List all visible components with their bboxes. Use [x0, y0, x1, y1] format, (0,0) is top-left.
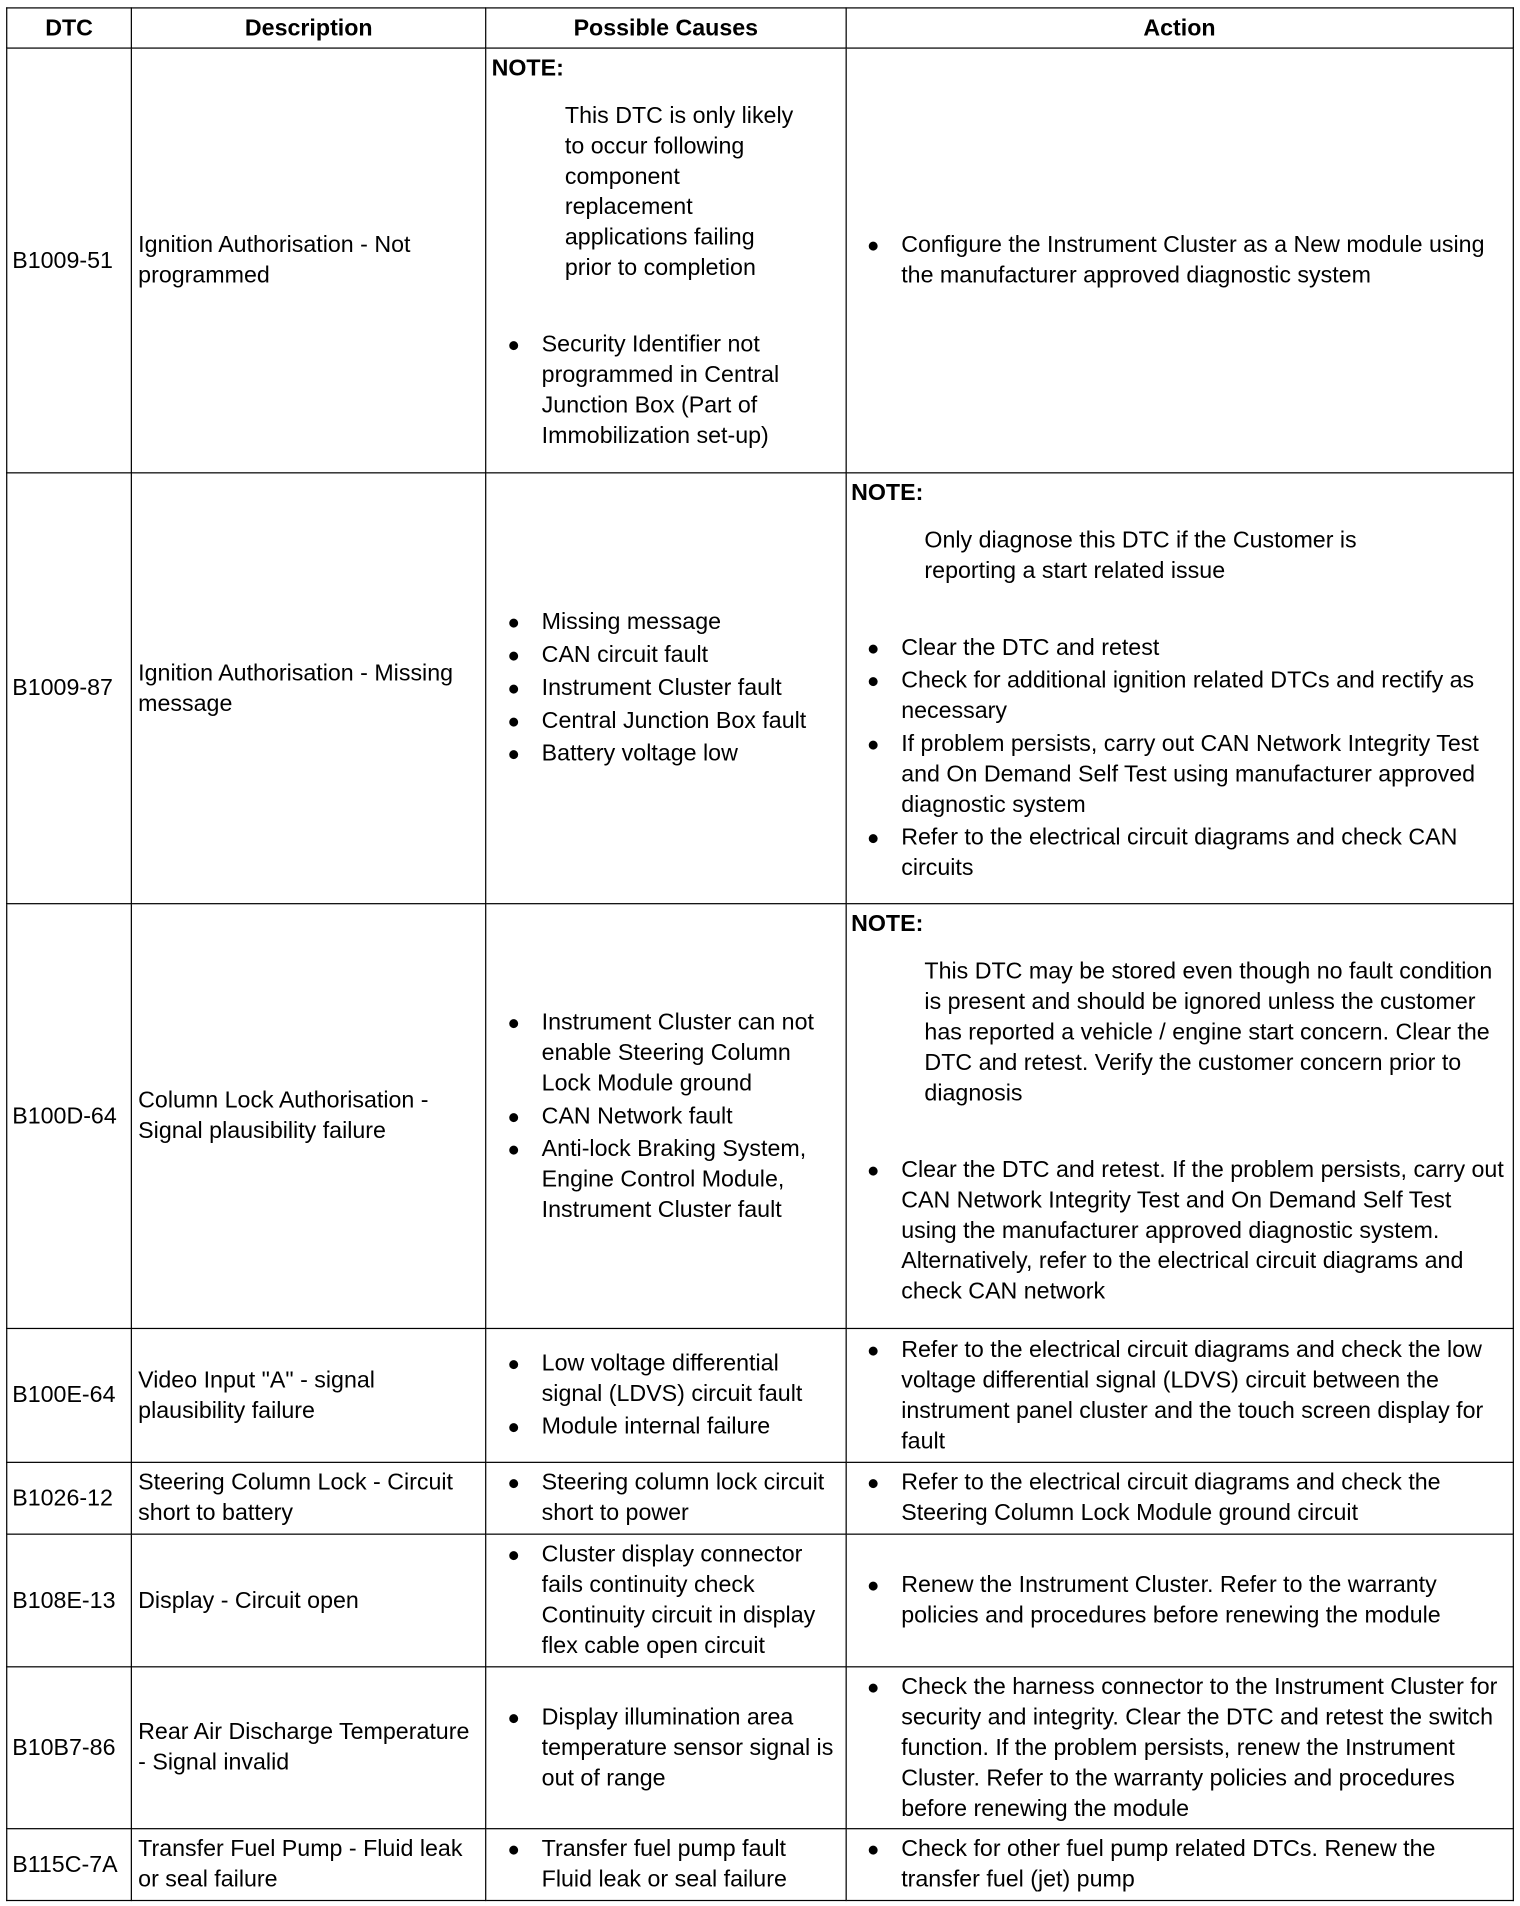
actions-list: [851, 1468, 1509, 1529]
list-item: ● Check the harness connector to the Instrument Cluster for security and integrity. Clear the DTC and retest the switch function. If the problem persists, renew the Instrument Cluster. Refer to the warranty policies and procedures before renewing the module: [851, 1672, 1509, 1824]
dtc-description: Ignition Authorisation - Not programmed: [131, 48, 486, 473]
dtc-description: Rear Air Discharge Temperature - Signal invalid: [131, 1667, 486, 1829]
causes-list: [492, 1007, 842, 1225]
list-item: ● Module internal failure: [492, 1412, 842, 1442]
cause-continuation: Fluid leak or seal failure: [541, 1867, 787, 1893]
actions-list: [851, 1834, 1509, 1895]
table-row: [7, 1667, 1514, 1829]
list-item: ● Battery voltage low: [492, 738, 842, 771]
dtc-description: Ignition Authorisation - Missing message: [131, 473, 486, 904]
dtc-code: B1009-87: [7, 473, 132, 904]
dtc-code: B115C-7A: [7, 1829, 132, 1901]
causes-list: [492, 606, 842, 770]
dtc-table: [6, 7, 1514, 1901]
actions-list: [851, 1672, 1509, 1824]
actions-list: [851, 1335, 1509, 1457]
action-cell: [846, 1328, 1514, 1462]
table-row: [7, 1829, 1514, 1901]
table-row: [7, 48, 1514, 473]
actions-list: [851, 230, 1509, 291]
action-cell: [846, 1829, 1514, 1901]
list-item: ● Cluster display connector fails continuity check: [492, 1540, 842, 1601]
dtc-description: Steering Column Lock - Circuit short to battery: [131, 1462, 486, 1534]
dtc-code: B108E-13: [7, 1534, 132, 1667]
list-item: ● Low voltage differential signal (LDVS) circuit fault: [492, 1349, 842, 1410]
list-item: ● Central Junction Box fault: [492, 705, 842, 738]
list-item: ● Refer to the electrical circuit diagrams and check the Steering Column Lock Module ground circuit: [851, 1468, 1509, 1529]
table-row: [7, 1328, 1514, 1462]
dtc-code: B100E-64: [7, 1328, 132, 1462]
list-item: ● Instrument Cluster can not enable Steering Column Lock Module ground: [492, 1007, 842, 1098]
possible-causes: [486, 1667, 846, 1829]
dtc-description: Column Lock Authorisation - Signal plausibility failure: [131, 904, 486, 1329]
action-cell: [846, 473, 1514, 904]
cause-continuation: Continuity circuit in display flex cable open circuit: [541, 1602, 816, 1659]
action-cell: [846, 1534, 1514, 1667]
causes-list: [492, 1468, 842, 1529]
action-cell: [846, 1462, 1514, 1534]
list-item: ● Anti-lock Braking System, Engine Control Module, Instrument Cluster fault: [492, 1134, 842, 1225]
possible-causes: [486, 1534, 846, 1667]
list-item: ● Transfer fuel pump fault: [492, 1834, 842, 1864]
list-item: ● Check for other fuel pump related DTCs. Renew the transfer fuel (jet) pump: [851, 1834, 1509, 1895]
dtc-code: B1009-51: [7, 48, 132, 473]
dtc-description: Video Input "A" - signal plausibility failure: [131, 1328, 486, 1462]
header-row: [7, 8, 1514, 48]
note-label: NOTE:: [851, 911, 924, 938]
list-item: ● Security Identifier not programmed in Central Junction Box (Part of Immobilization set-up): [492, 330, 842, 452]
list-item: ● Steering column lock circuit short to power: [492, 1468, 842, 1529]
dtc-code: B100D-64: [7, 904, 132, 1329]
dtc-description: Transfer Fuel Pump - Fluid leak or seal failure: [131, 1829, 486, 1901]
header-dtc: DTC: [7, 8, 132, 48]
list-item: ● CAN Network fault: [492, 1101, 842, 1131]
dtc-code: B1026-12: [7, 1462, 132, 1534]
causes-list: [492, 330, 842, 452]
action-cell: [846, 48, 1514, 473]
list-item: ● Renew the Instrument Cluster. Refer to the warranty policies and procedures before renewing the module: [851, 1570, 1509, 1631]
header-causes: Possible Causes: [486, 8, 846, 48]
possible-causes: [486, 904, 846, 1329]
note-text: Only diagnose this DTC if the Customer is reporting a start related issue: [924, 528, 1357, 585]
header-description: Description: [131, 8, 486, 48]
header-action: Action: [846, 8, 1514, 48]
list-item: ● Check for additional ignition related DTCs and rectify as necessary: [851, 666, 1509, 727]
note-text: This DTC may be stored even though no fault condition is present and should be ignored unless the customer has reported a vehicle / engine start concern. Clear the DTC and retest. Verify the customer concern prior to diagnosis: [924, 959, 1493, 1107]
actions-list: [851, 1155, 1509, 1307]
causes-list: [492, 1540, 842, 1601]
note-label: NOTE:: [491, 55, 564, 82]
list-item: ● Refer to the electrical circuit diagrams and check CAN circuits: [851, 823, 1509, 884]
list-item: ● If problem persists, carry out CAN Network Integrity Test and On Demand Self Test using manufacturer approved diagnostic system: [851, 729, 1509, 820]
actions-list: [851, 633, 1509, 884]
table-row: [7, 473, 1514, 904]
dtc-description: Display - Circuit open: [131, 1534, 486, 1667]
causes-list: [492, 1349, 842, 1443]
dtc-code: B10B7-86: [7, 1667, 132, 1829]
list-item: ● Configure the Instrument Cluster as a New module using the manufacturer approved diagnostic system: [851, 230, 1509, 291]
table-row: [7, 904, 1514, 1329]
possible-causes: [486, 1328, 846, 1462]
table-row: [7, 1462, 1514, 1534]
note-label: NOTE:: [851, 480, 924, 507]
action-cell: [846, 1667, 1514, 1829]
list-item: ● Missing message: [492, 606, 842, 639]
list-item: ● Display illumination area temperature sensor signal is out of range: [492, 1702, 842, 1793]
possible-causes: [486, 1462, 846, 1534]
causes-list: [492, 1834, 842, 1864]
possible-causes: [486, 473, 846, 904]
possible-causes: [486, 1829, 846, 1901]
list-item: ● Refer to the electrical circuit diagrams and check the low voltage differential signal (LDVS) circuit between the instrument panel cluster and the touch screen display for fault: [851, 1335, 1509, 1457]
list-item: ● CAN circuit fault: [492, 639, 842, 672]
causes-list: [492, 1702, 842, 1793]
actions-list: [851, 1570, 1509, 1631]
possible-causes: [486, 48, 846, 473]
table-row: [7, 1534, 1514, 1667]
note-text: This DTC is only likely to occur following component replacement applications failing prior to completion: [564, 103, 794, 282]
action-cell: [846, 904, 1514, 1329]
list-item: ● Clear the DTC and retest. If the problem persists, carry out CAN Network Integrity Test and On Demand Self Test using the manufacturer approved diagnostic system. Alternatively, refer to the electrical circuit diagrams and check CAN network: [851, 1155, 1509, 1307]
list-item: ● Clear the DTC and retest: [851, 633, 1509, 663]
list-item: ● Instrument Cluster fault: [492, 672, 842, 705]
